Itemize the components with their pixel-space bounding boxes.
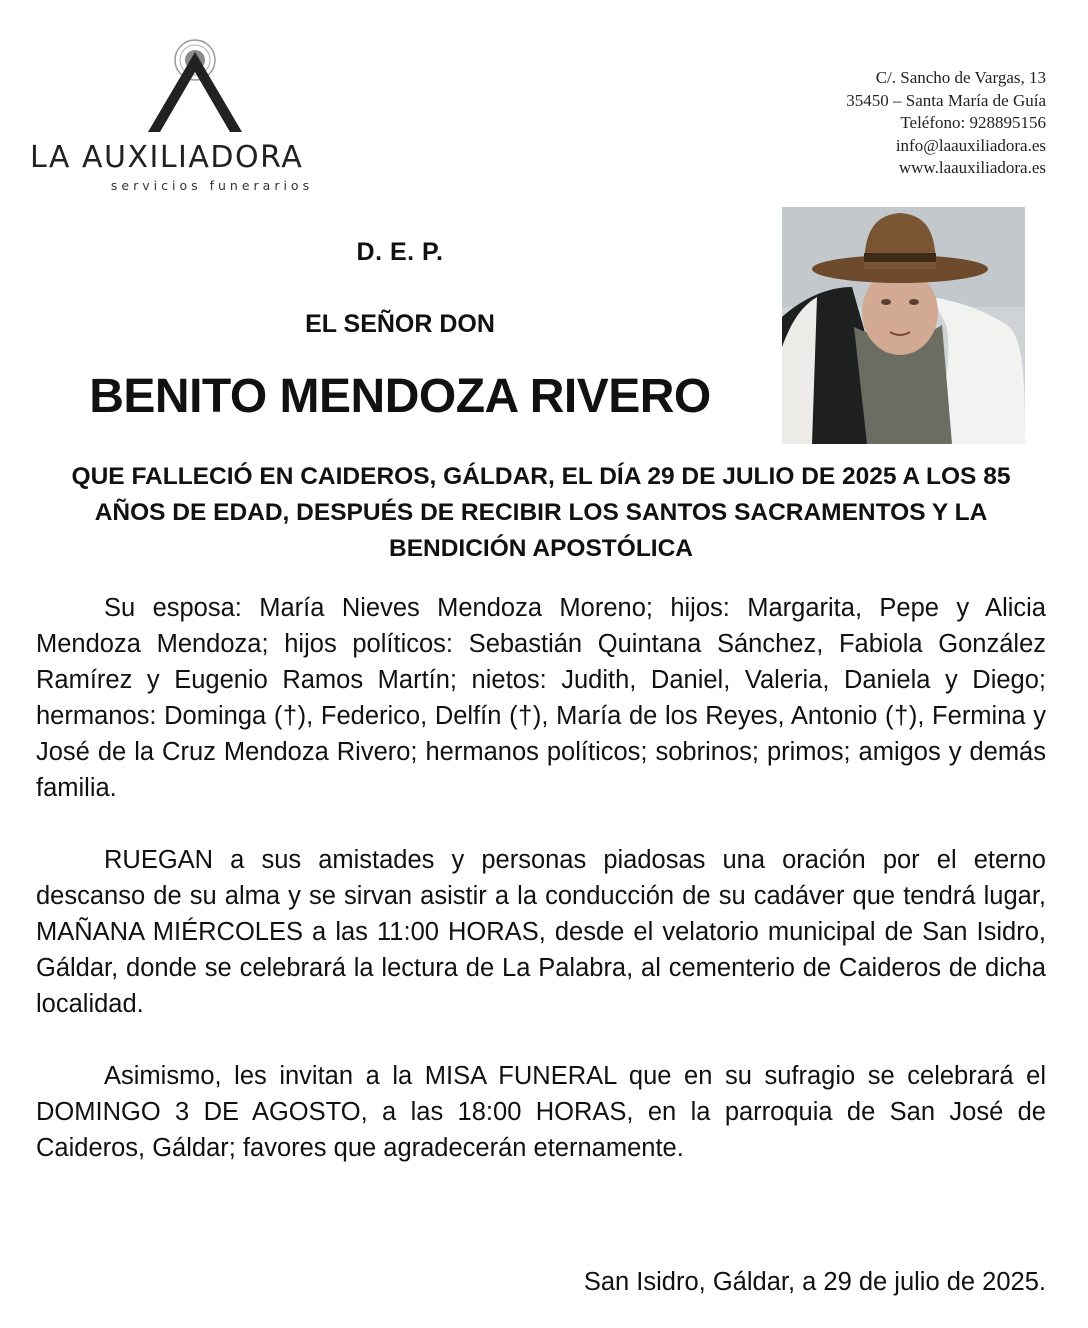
contact-block bbox=[846, 67, 1046, 180]
brand-name: LA AUXILIADORA bbox=[30, 140, 304, 175]
contact-street: C/. Sancho de Vargas, 13 bbox=[875, 68, 1046, 87]
request-paragraph bbox=[36, 842, 1046, 1022]
deceased-photo bbox=[782, 207, 1025, 444]
death-announcement: QUE FALLECIÓ EN CAIDEROS, GÁLDAR, EL DÍA 29 DE JULIO DE 2025 A LOS 85 AÑOS DE EDAD, DESPUÉS DE RECIBIR LOS SANTOS SACRAMENTOS Y LA BENDICIÓN APOSTÓLICA bbox=[71, 463, 1011, 562]
brand-tagline: servicios funerarios bbox=[110, 178, 314, 193]
mass-text: Asimismo, les invitan a la MISA FUNERAL que en su sufragio se celebrará el DOMINGO 3 DE AGOSTO, a las 18:00 HORAS, en la parroquia de San José de Caideros, Gáldar; favores que agradecerán eternamente. bbox=[36, 1062, 1046, 1162]
contact-phone: Teléfono: 928895156 bbox=[900, 113, 1046, 132]
company-logo bbox=[30, 36, 360, 196]
dep-heading: D. E. P. bbox=[356, 238, 444, 266]
deceased-name: BENITO MENDOZA RIVERO bbox=[89, 370, 711, 423]
logo-mark-icon bbox=[140, 36, 250, 136]
mass-paragraph bbox=[36, 1058, 1046, 1166]
family-text: Su esposa: María Nieves Mendoza Moreno; hijos: Margarita, Pepe y Alicia Mendoza Mendoza; hijos políticos: Sebastián Quintana Sánchez, Fabiola González Ramírez y Eugenio Ramos Martín; nietos: Judith, Daniel, Valeria, Daniela y Diego; hermanos: Dominga (†), Federico, Delfín (†), María de los Reyes, Antonio (†), Fermina y José de la Cruz Mendoza Rivero; hermanos políticos; sobrinos; primos; amigos y demás familia. bbox=[36, 594, 1046, 802]
request-text: RUEGAN a sus amistades y personas piadosas una oración por el eterno descanso de su alma y se sirvan asistir a la conducción de su cadáver que tendrá lugar, MAÑANA MIÉRCOLES a las 11:00 HORAS, desde el velatorio municipal de San Isidro, Gáldar, donde se celebrará la lectura de La Palabra, al cementerio de Caideros de dicha localidad. bbox=[36, 846, 1046, 1018]
place-date-signoff: San Isidro, Gáldar, a 29 de julio de 2025. bbox=[583, 1268, 1046, 1296]
honorific: EL SEÑOR DON bbox=[305, 310, 495, 338]
contact-web: www.laauxiliadora.es bbox=[898, 158, 1046, 177]
family-paragraph bbox=[36, 590, 1046, 806]
contact-city: 35450 – Santa María de Guía bbox=[846, 90, 1046, 110]
contact-email: info@laauxiliadora.es bbox=[895, 135, 1046, 155]
